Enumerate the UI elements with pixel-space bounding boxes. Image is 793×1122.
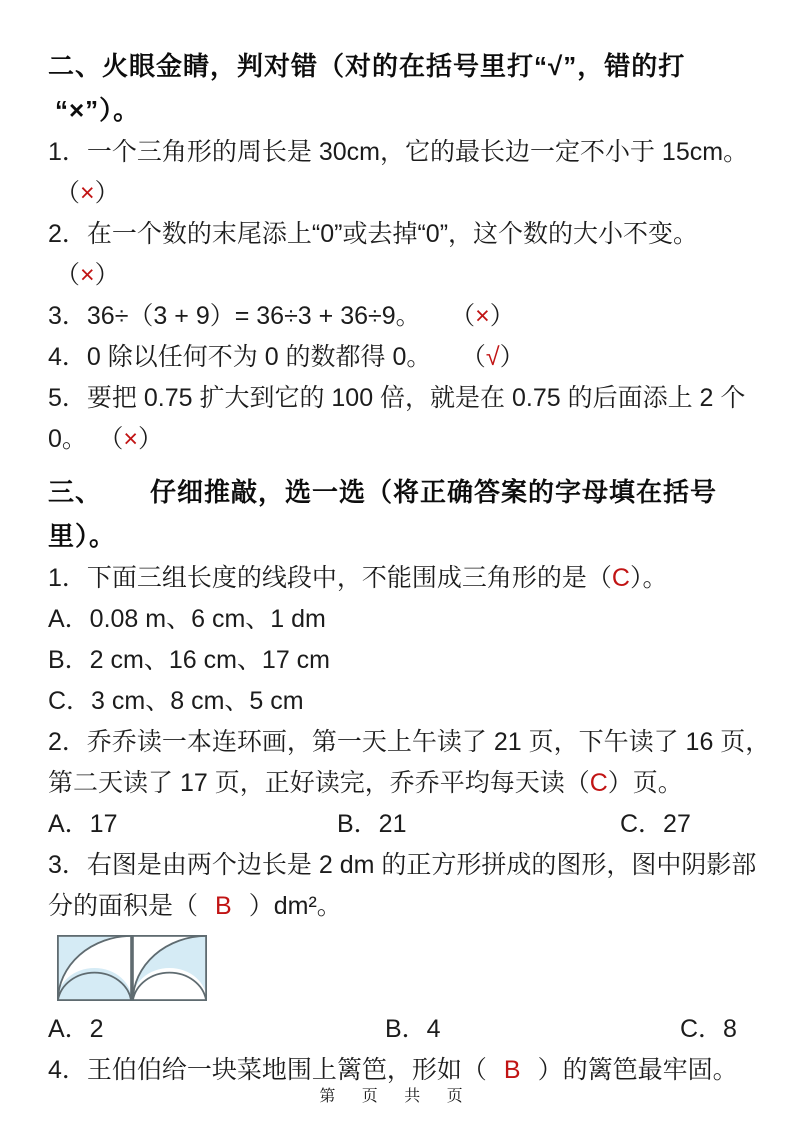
question-text-after: 。 bbox=[642, 564, 668, 592]
question-text-after: dm²。 bbox=[273, 892, 342, 920]
paren-close: ） bbox=[248, 892, 274, 920]
paren-open: （ bbox=[462, 302, 476, 330]
paren-close: ） bbox=[94, 179, 120, 207]
paren-open: （ bbox=[473, 343, 486, 371]
paren-close: ） bbox=[94, 261, 120, 289]
s2-question-3 bbox=[48, 296, 747, 337]
shaded-squares-figure bbox=[57, 935, 747, 1005]
s3-q2-options-row bbox=[48, 804, 747, 845]
answer-letter: B bbox=[215, 892, 232, 920]
paren-open: （ bbox=[55, 179, 81, 207]
paren-close: ） bbox=[489, 302, 515, 330]
question-text: 分的面积是 bbox=[48, 892, 174, 920]
answer-mark: × bbox=[475, 302, 490, 330]
s2-question-2: 2．在一个数的末尾添上“0”或去掉“0”，这个数的大小不变。 bbox=[48, 220, 699, 248]
two-squares-diagram bbox=[57, 935, 207, 1001]
right-square bbox=[132, 935, 207, 1001]
question-text: 4．0 除以任何不为 0 的数都得 0。 bbox=[48, 343, 432, 371]
s3-question-3-line2 bbox=[48, 886, 747, 927]
page-footer: 第 页 共 页 bbox=[319, 1088, 474, 1105]
question-text: 3．36÷（3 + 9）= 36÷3 + 36÷9。 bbox=[48, 302, 421, 330]
question-text-after: 的篱笆最牢固。 bbox=[562, 1056, 738, 1084]
question-text: 1．下面三组长度的线段中，不能围成三角形的是 bbox=[48, 564, 587, 592]
section2-title-line2: “×”）。 bbox=[55, 95, 141, 125]
answer-mark: × bbox=[123, 425, 139, 453]
paren-open: （ bbox=[564, 769, 590, 797]
answer-letter: B bbox=[503, 1056, 521, 1084]
s3-q1-option-c: C．3 cm、8 cm、5 cm bbox=[48, 687, 304, 715]
question-text: 0。 bbox=[48, 425, 87, 453]
s3-question-2-line1: 2．乔乔读一本连环画，第一天上午读了 21 页，下午读了 16 页， bbox=[48, 728, 771, 756]
paren-open: （ bbox=[173, 892, 199, 920]
answer-mark: √ bbox=[485, 343, 500, 371]
paren-close: ） bbox=[138, 425, 164, 453]
section3-title-text: 仔细推敲，选一选（将正确答案的字母填在括号里）。 bbox=[48, 477, 718, 551]
paren-close: ） bbox=[499, 343, 525, 371]
question-text: 4．王伯伯给一块菜地围上篱笆，形如 bbox=[48, 1056, 462, 1084]
s2-question-1: 1．一个三角形的周长是 30cm，它的最长边一定不小于 15cm。 bbox=[48, 138, 749, 166]
option-a: A．17 bbox=[48, 810, 118, 838]
paren-close: ） bbox=[629, 564, 643, 592]
paren-close: ） bbox=[607, 769, 633, 797]
paren-close: ） bbox=[537, 1056, 563, 1084]
s3-q1-option-a: A．0.08 m、6 cm、1 dm bbox=[48, 605, 326, 633]
left-square bbox=[57, 935, 132, 1001]
option-b: B．21 bbox=[337, 810, 407, 838]
option-b: B．4 bbox=[385, 1015, 441, 1043]
question-text-after: 页。 bbox=[632, 769, 683, 797]
s2-answer-1 bbox=[48, 173, 747, 214]
s3-question-3-line1: 3．右图是由两个边长是 2 dm 的正方形拼成的图形，图中阴影部 bbox=[48, 851, 757, 879]
option-c: C．27 bbox=[620, 810, 691, 838]
answer-mark: × bbox=[80, 261, 95, 289]
answer-letter: C bbox=[611, 564, 630, 592]
s3-q3-options-row bbox=[48, 1009, 747, 1050]
section2-title-line1: 二、火眼金睛，判对错（对的在括号里打“√”，错的打 bbox=[48, 51, 686, 81]
s3-question-2-line2 bbox=[48, 763, 747, 804]
section3-number: 三、 bbox=[48, 477, 103, 507]
section3-title bbox=[48, 470, 747, 558]
s2-question-5-line2 bbox=[48, 419, 747, 460]
s2-answer-2 bbox=[48, 255, 747, 296]
s3-question-1 bbox=[48, 558, 747, 599]
option-c: C．8 bbox=[680, 1015, 737, 1043]
paren-open: （ bbox=[461, 1056, 487, 1084]
option-a: A．2 bbox=[48, 1015, 104, 1043]
answer-letter: C bbox=[589, 769, 608, 797]
s2-question-4 bbox=[48, 337, 747, 378]
paren-open: （ bbox=[586, 564, 612, 592]
question-text: 第二天读了 17 页，正好读完，乔乔平均每天读 bbox=[48, 769, 565, 797]
paren-open: （ bbox=[55, 261, 81, 289]
paren-open: （ bbox=[110, 425, 124, 453]
answer-mark: × bbox=[80, 179, 95, 207]
s2-question-5-line1: 5．要把 0.75 扩大到它的 100 倍，就是在 0.75 的后面添上 2 个 bbox=[48, 384, 746, 412]
s3-q1-option-b: B．2 cm、16 cm、17 cm bbox=[48, 646, 331, 674]
